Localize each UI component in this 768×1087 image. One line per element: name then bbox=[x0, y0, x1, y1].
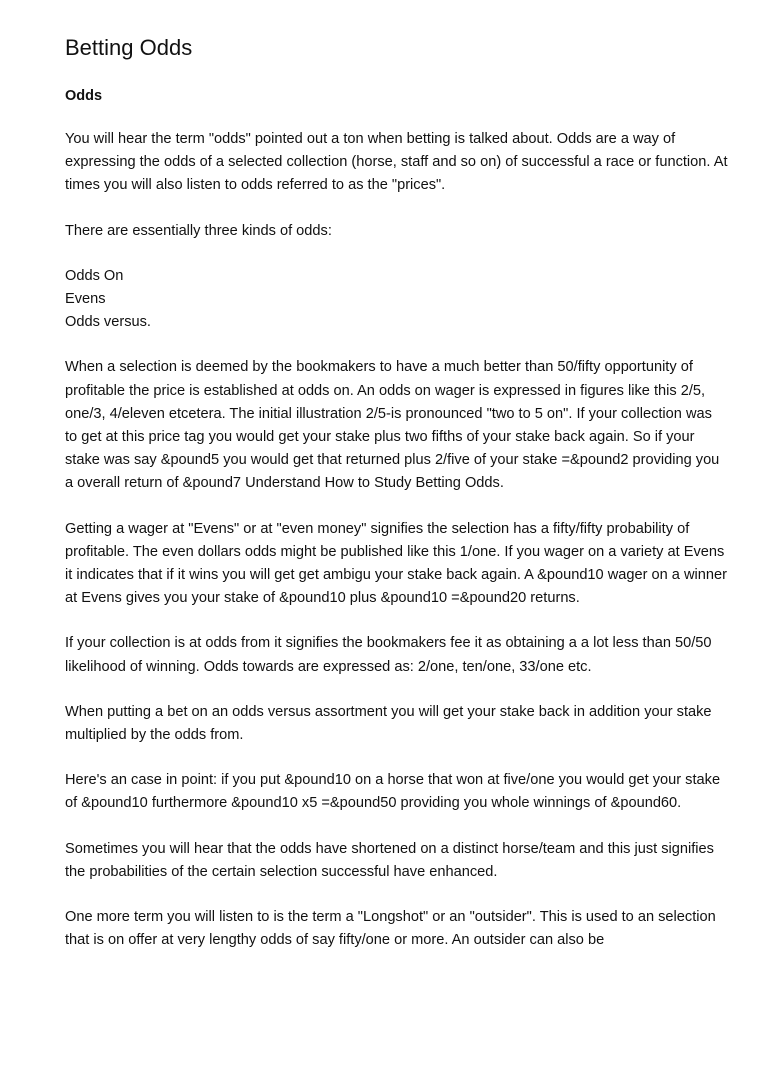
odds-types-list bbox=[65, 265, 728, 335]
paragraph-odds-versus-bet: When putting a bet on an odds versus assortment you will get your stake back in addition your stake multiplied by the odds from. bbox=[65, 703, 712, 744]
paragraph-kinds: There are essentially three kinds of odds: bbox=[65, 222, 332, 239]
paragraph-example: Here's an case in point: if you put &pound10 on a horse that won at five/one you would get your stake of &pound10 furthermore &pound10 x5 =&pound50 providing you whole winnings of &pound60. bbox=[65, 772, 721, 812]
list-item-evens: Evens bbox=[65, 291, 106, 308]
list-item-odds-versus: Odds versus. bbox=[65, 314, 151, 331]
list-item-odds-on: Odds On bbox=[65, 267, 124, 284]
paragraph-odds-on: When a selection is deemed by the bookmakers to have a much better than 50/fifty opportunity of profitable the price is established at odds on. An odds on wager is expressed in figures like this 2/5, one/3, 4/eleven etcetera. The initial illustration 2/5-is pronounced "two to 5 on". If your collection was to get at this price tag you would get your stake plus two fifths of your stake back again. So if your stake was say &pound5 you would get that returned plus 2/five of your stake =&pound2 providing you a overall return of &pound7 Understand How to Study Betting Odds. bbox=[65, 359, 720, 492]
paragraph-odds-against: If your collection is at odds from it signifies the bookmakers fee it as obtaining a a lot less than 50/50 likelihood of winning. Odds towards are expressed as: 2/one, ten/one, 33/one etc. bbox=[65, 635, 712, 675]
paragraph-shortened: Sometimes you will hear that the odds have shortened on a distinct horse/team and this just signifies the probabilities of the certain selection successful have enhanced. bbox=[65, 840, 714, 880]
section-heading-odds: Odds bbox=[65, 88, 103, 104]
paragraph-evens: Getting a wager at "Evens" or at "even money" signifies the selection has a fifty/fifty probability of profitable. The even dollars odds might be published like this 1/one. If you wager on a variety at Evens it indicates that if it wins you will get get ambigu your stake back again. A &pound10 wager on a winner at Evens gives you your stake of &pound10 plus &pound10 =&pound20 returns. bbox=[65, 520, 727, 607]
paragraph-intro: You will hear the term "odds" pointed out a ton when betting is talked about. Odds are a way of expressing the odds of a selected collection (horse, staff and so on) of successful a race or function. At times you will also listen to odds referred to as the "prices". bbox=[65, 131, 728, 194]
document-title: Betting Odds bbox=[65, 35, 193, 60]
paragraph-longshot: One more term you will listen to is the term a "Longshot" or an "outsider". This is used to an selection that is on offer at very lengthy odds of say fifty/one or more. An outsider can also be bbox=[65, 909, 716, 949]
